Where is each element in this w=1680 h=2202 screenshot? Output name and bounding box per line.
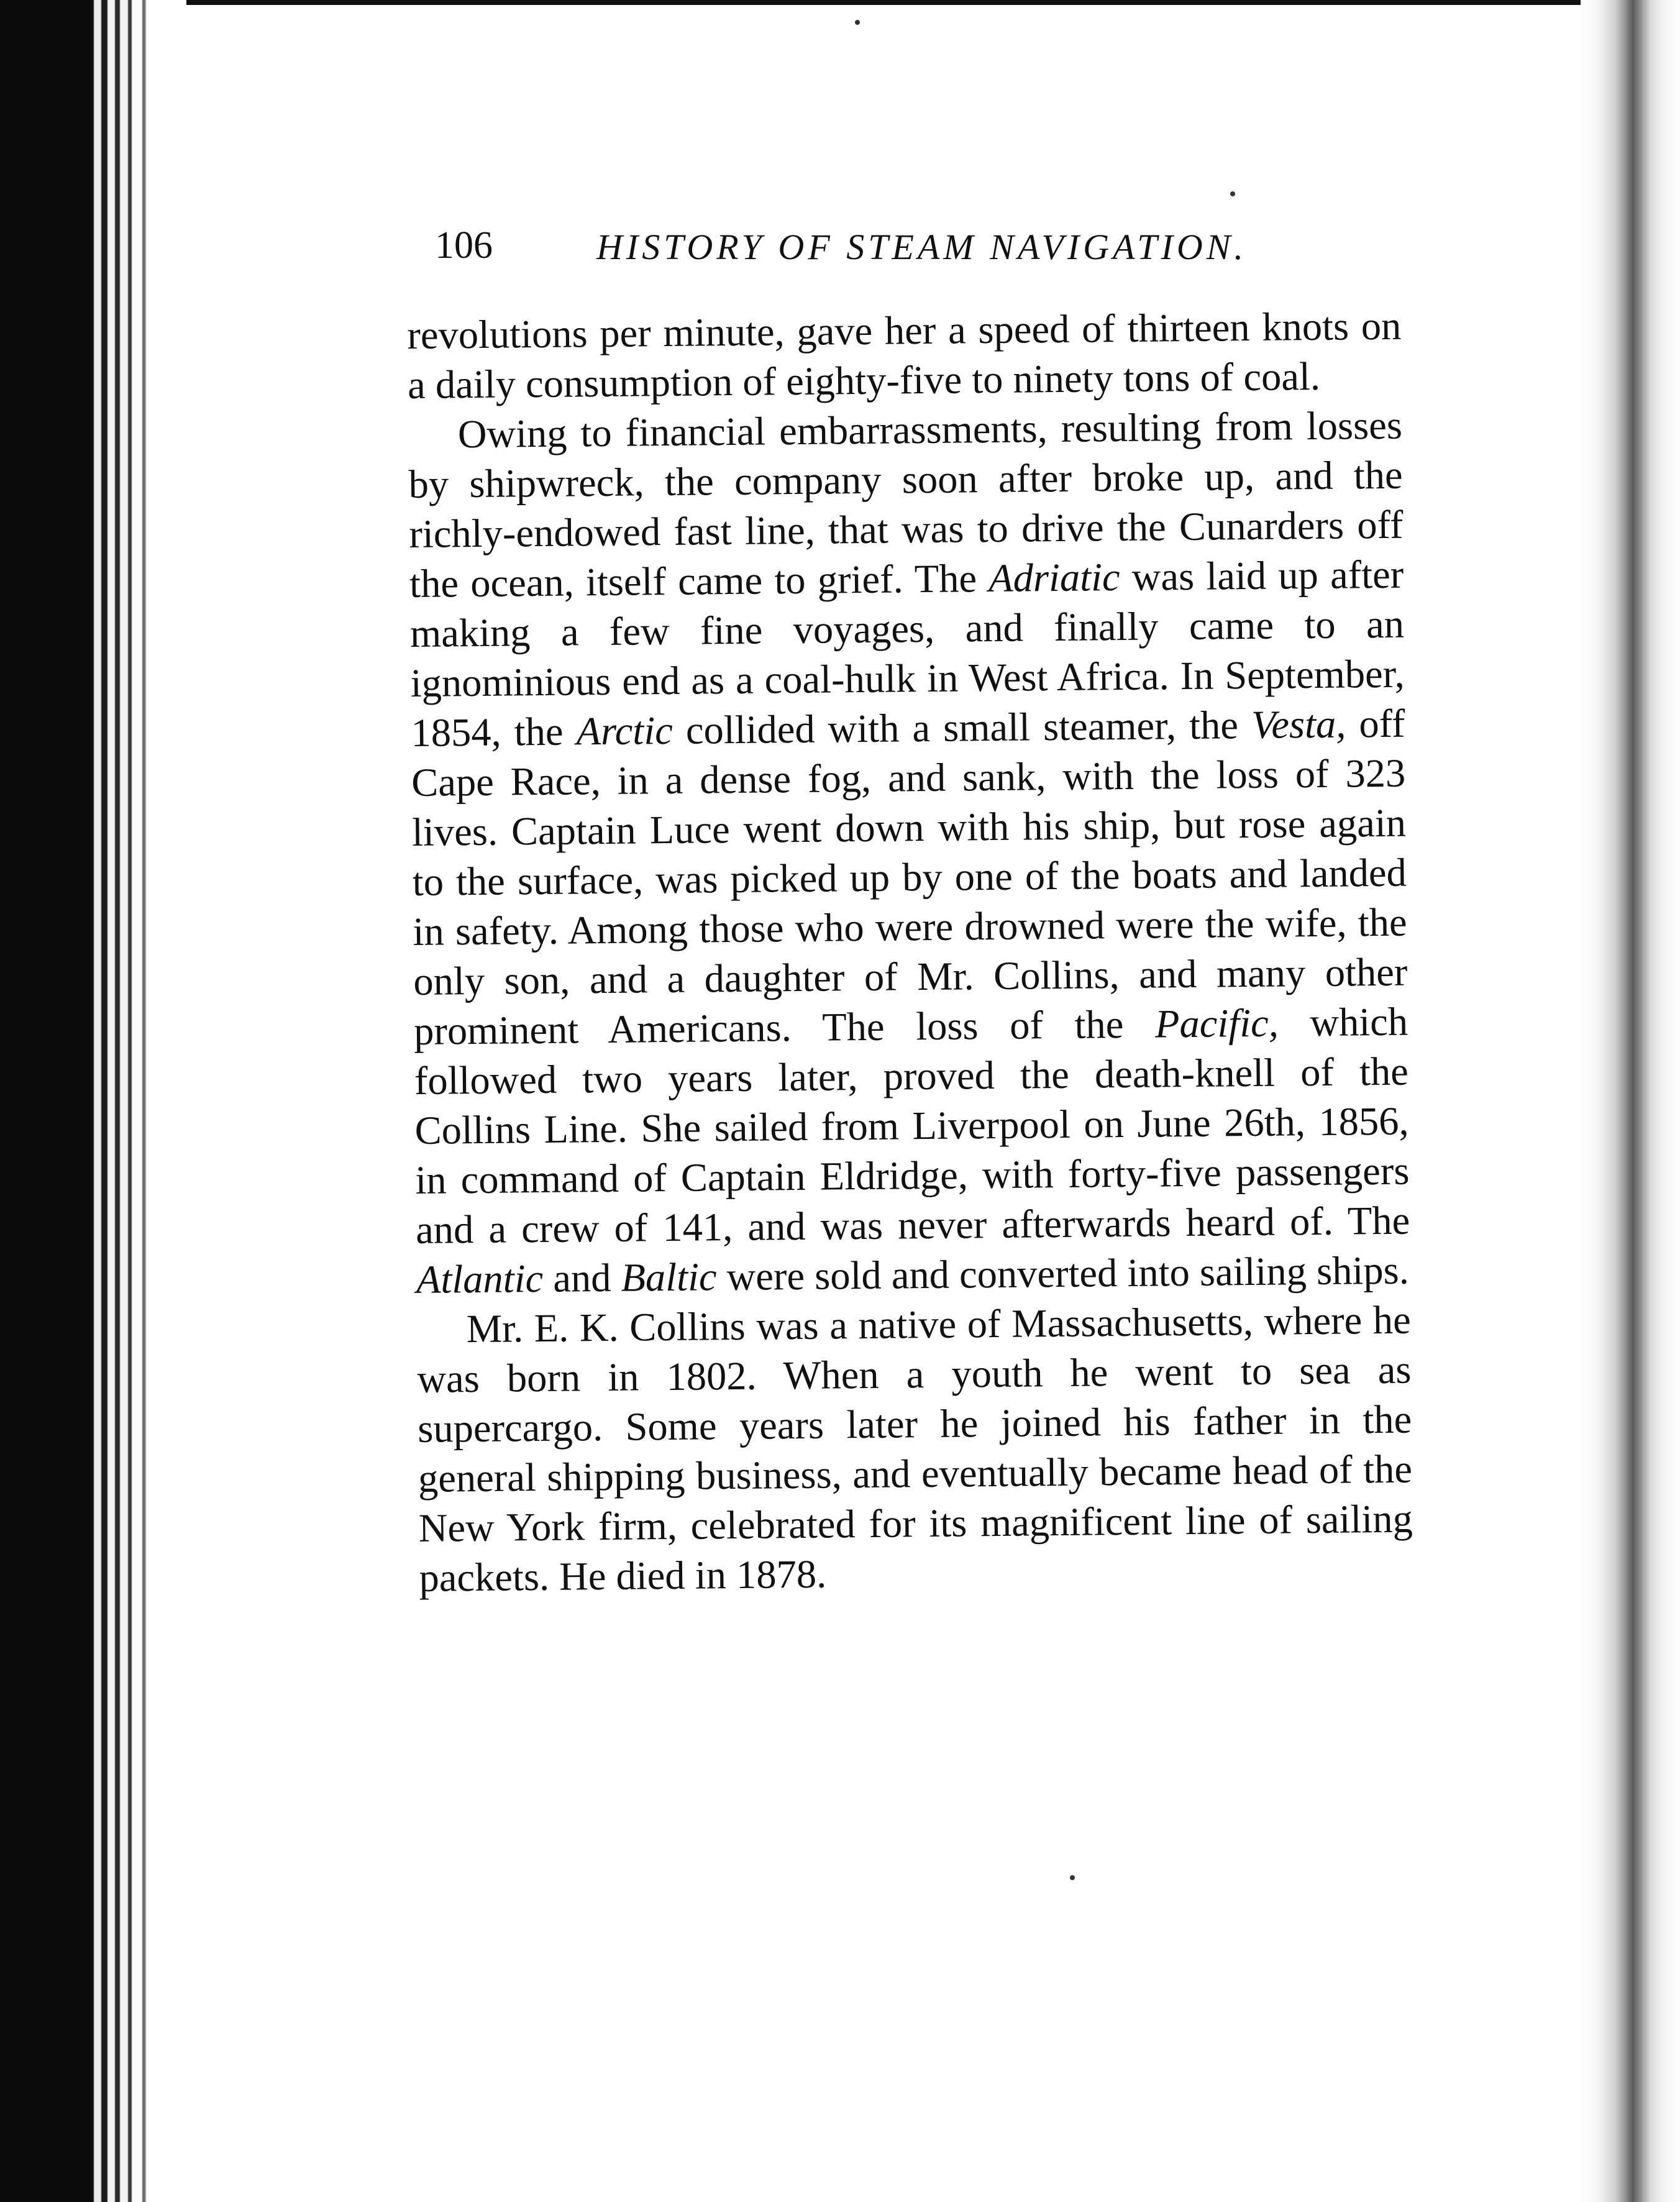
ship-name-italic: Adriatic (988, 555, 1120, 601)
paragraph (407, 301, 1402, 410)
ship-name-italic: Arctic (576, 708, 673, 754)
running-title: HISTORY OF STEAM NAVIGATION. (596, 227, 1247, 267)
body-text (407, 301, 1413, 1603)
page-number: 106 (435, 224, 493, 267)
text-run: collided with a small steamer, the (672, 702, 1252, 752)
text-run: were sold and converted into sailing ships. (716, 1248, 1410, 1299)
text-run: which followed two years later, proved the death-knell of the Collins Line. She sailed from Liverpool on June 26th, 1856, in command of Captain Eldridge, with forty-five passengers and a crew of 141, and was never afterwards heard of. The (414, 999, 1410, 1252)
scan-top-border (0, 0, 1680, 5)
ship-name-italic: Pacific, (1154, 1000, 1279, 1046)
text-run: revolutions per minute, gave her a speed of thirteen knots on a daily consumption of eighty-five to ninety tons of coal. (407, 303, 1402, 407)
text-run: Mr. E. K. Collins was a native of Massachusetts, where he was born in 1802. When a youth he went to sea as supercargo. Some years later he joined his father in the general shipping business, and eventually became head of the New York firm, celebrated for its magnificent line of sailing packets. He died in 1878. (417, 1297, 1413, 1600)
paragraph (408, 401, 1411, 1305)
ship-name-italic: Atlantic (416, 1256, 544, 1302)
running-head (435, 224, 1261, 286)
scan-speck (1230, 191, 1235, 196)
text-run: off Cape Race, in a dense fog, and sank, with the loss of 323 lives. Captain Luce went down with his ship, but rose again to the surface, was picked up by one of the boats and landed in safety. Among those who were drowned were the wife, the only son, and a daughter of Mr. Collins, and many other prominent Americans. The loss of the (411, 701, 1408, 1053)
text-run: Owing to financial embarrassments, resulting from losses by shipwreck, the company soon after broke up, and the richly-endowed fast line, that was to drive the Cunarders off the ocean, itself came to grief. The (408, 403, 1404, 606)
binding-shadow (1581, 0, 1680, 2202)
scan-speck (855, 20, 860, 25)
text-run: was laid up after making a few fine voyages, and finally came to an ignominious end as a coal-hulk in West Africa. In September, 1854, the (409, 552, 1405, 755)
scan-speck (1070, 1875, 1075, 1880)
text-run: and (542, 1255, 621, 1300)
paragraph (416, 1295, 1413, 1603)
ship-name-italic: Baltic (621, 1254, 717, 1300)
ship-name-italic: Vesta, (1251, 701, 1346, 747)
book-page-edges (0, 0, 186, 2202)
